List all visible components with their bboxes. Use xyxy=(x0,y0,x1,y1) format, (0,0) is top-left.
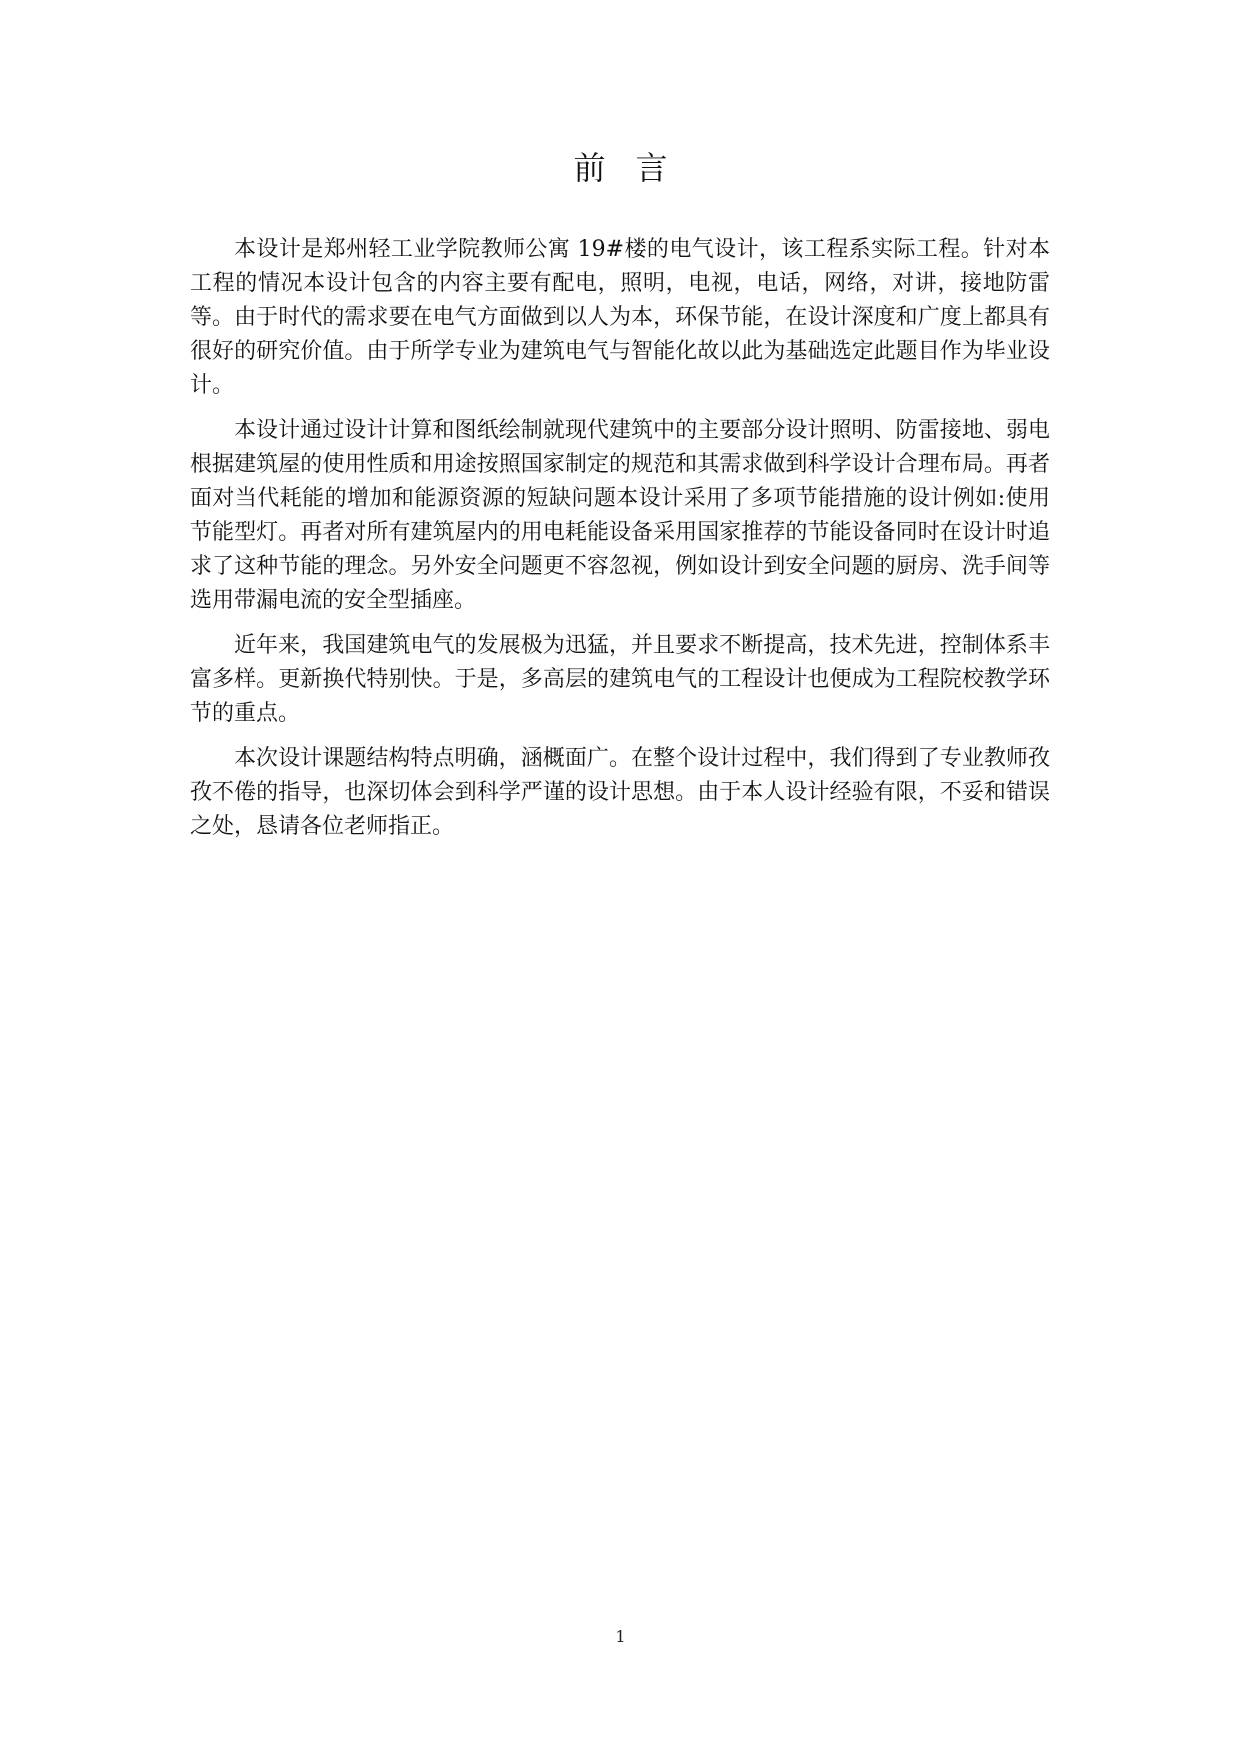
page-number: 1 xyxy=(615,1627,626,1646)
body-text xyxy=(190,233,1050,855)
paragraph-2: 本设计通过设计计算和图纸绘制就现代建筑中的主要部分设计照明、防雷接地、弱电根据建筑屋的使用性质和用途按照国家制定的规范和其需求做到科学设计合理布局。再者面对当代耗能的增加和能源资源的短缺问题本设计采用了多项节能措施的设计例如:使用节能型灯。再者对所有建筑屋内的用电耗能设备采用国家推荐的节能设备同时在设计时追求了这种节能的理念。另外安全问题更不容忽视，例如设计到安全问题的厨房、洗手间等选用带漏电流的安全型插座。 xyxy=(190,418,1050,613)
paragraph-4: 本次设计课题结构特点明确，涵概面广。在整个设计过程中，我们得到了专业教师孜孜不倦的指导，也深切体会到科学严谨的设计思想。由于本人设计经验有限，不妥和错误之处，恳请各位老师指正。 xyxy=(190,746,1050,839)
page-title: 前言 xyxy=(573,149,698,187)
paragraph-1: 本设计是郑州轻工业学院教师公寓 19#楼的电气设计，该工程系实际工程。针对本工程的情况本设计包含的内容主要有配电，照明，电视，电话，网络，对讲，接地防雷等。由于时代的需求要在电气方面做到以人为本，环保节能，在设计深度和广度上都具有很好的研究价值。由于所学专业为建筑电气与智能化故以此为基础选定此题目作为毕业设计。 xyxy=(190,237,1050,398)
paragraph-3: 近年来，我国建筑电气的发展极为迅猛，并且要求不断提高，技术先进，控制体系丰富多样。更新换代特别快。于是，多高层的建筑电气的工程设计也便成为工程院校教学环节的重点。 xyxy=(190,633,1050,726)
